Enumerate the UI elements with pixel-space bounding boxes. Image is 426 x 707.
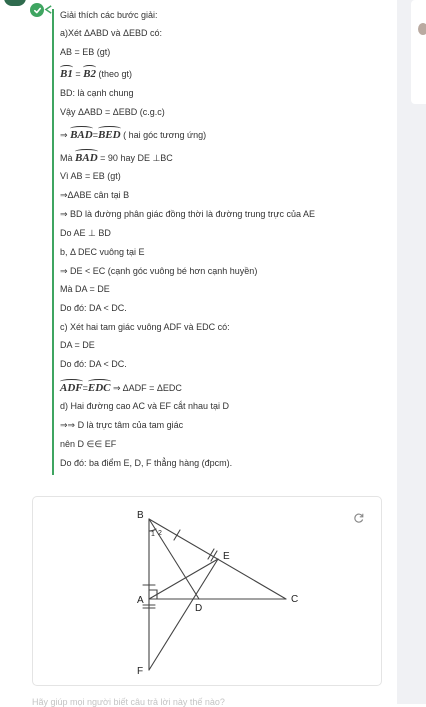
angle-adf: ADF <box>60 382 83 394</box>
angle-b2: B2 <box>83 68 96 80</box>
label-e: E <box>223 551 230 562</box>
answer-line: Do đó: DA < DC. <box>60 359 127 369</box>
feedback-prompt: Hãy giúp mọi người biết câu trả lời này thế nào? <box>32 697 225 707</box>
answer-line: Do đó: DA < DC. <box>60 303 127 313</box>
angle-edc: EDC <box>87 382 111 394</box>
answer-line: Vậy ΔABD = ΔEBD (c.g.c) <box>60 107 165 117</box>
angle-bad: BAD <box>75 152 98 164</box>
answer-line: ⇒ DE < EC (cạnh góc vuông bé hơn cạnh huyền) <box>60 266 258 276</box>
tick-be <box>174 530 180 540</box>
answer-line: BD: là cạnh chung <box>60 88 134 98</box>
answer-line: ADF=EDC ⇒ ΔADF = ΔEDC <box>60 382 182 394</box>
answer-line: ⇒ BD là đường phân giác đồng thời là đường trung trực của AE <box>60 209 315 219</box>
answer-line: d) Hai đường cao AC và EF cắt nhau tại D <box>60 401 230 411</box>
answer-line: ⇒ BAD=BED ( hai góc tương ứng) <box>60 129 207 141</box>
check-icon <box>30 3 44 17</box>
answer-line: ⇒ΔABE cân tại B <box>60 190 130 200</box>
answer-line: b, Δ DEC vuông tại E <box>60 247 145 257</box>
label-b: B <box>137 510 144 521</box>
answer-line: Mà DA = DE <box>60 284 110 294</box>
geometry-figure <box>33 497 381 685</box>
answer-line: Vì AB = EB (gt) <box>60 171 121 181</box>
answer-accent-bar <box>52 9 54 475</box>
user-avatar[interactable] <box>4 0 26 6</box>
label-a: A <box>137 595 144 606</box>
label-d: D <box>195 603 203 614</box>
refresh-icon[interactable] <box>353 512 365 524</box>
answer-line: Giải thích các bước giải: <box>60 10 158 20</box>
segment-ae <box>149 559 218 599</box>
answer-line: AB = EB (gt) <box>60 47 111 57</box>
label-angle-2: 2 <box>158 530 162 537</box>
label-c: C <box>291 594 299 605</box>
answer-line: DA = DE <box>60 340 95 350</box>
figure-card <box>32 496 382 686</box>
answer-line: Mà BAD = 90 hay DE ⊥BC <box>60 152 173 164</box>
label-f: F <box>137 666 144 677</box>
angle-b1: B1 <box>60 68 73 80</box>
label-angle-1: 1 <box>151 531 155 538</box>
answer-line: nên D ∈∈ EF <box>60 439 117 449</box>
side-avatar <box>418 23 426 35</box>
answer-line: Do đó: ba điểm E, D, F thẳng hàng (đpcm). <box>60 458 233 468</box>
answer-line: Do AE ⊥ BD <box>60 228 111 238</box>
right-panel-background <box>397 0 426 704</box>
answer-line: a)Xét ΔABD và ΔEBD có: <box>60 28 163 38</box>
answer-line: B1 = B2 (theo gt) <box>60 68 132 80</box>
side-card <box>411 0 426 104</box>
angle-bad: BAD <box>70 129 93 141</box>
answer-line: ⇒⇒ D là trực tâm của tam giác <box>60 420 184 430</box>
segment-fe <box>149 559 218 670</box>
angle-bed: BED <box>97 129 121 141</box>
answer-line: c) Xét hai tam giác vuông ADF và EDC có: <box>60 322 230 332</box>
segment-bd <box>149 519 199 599</box>
